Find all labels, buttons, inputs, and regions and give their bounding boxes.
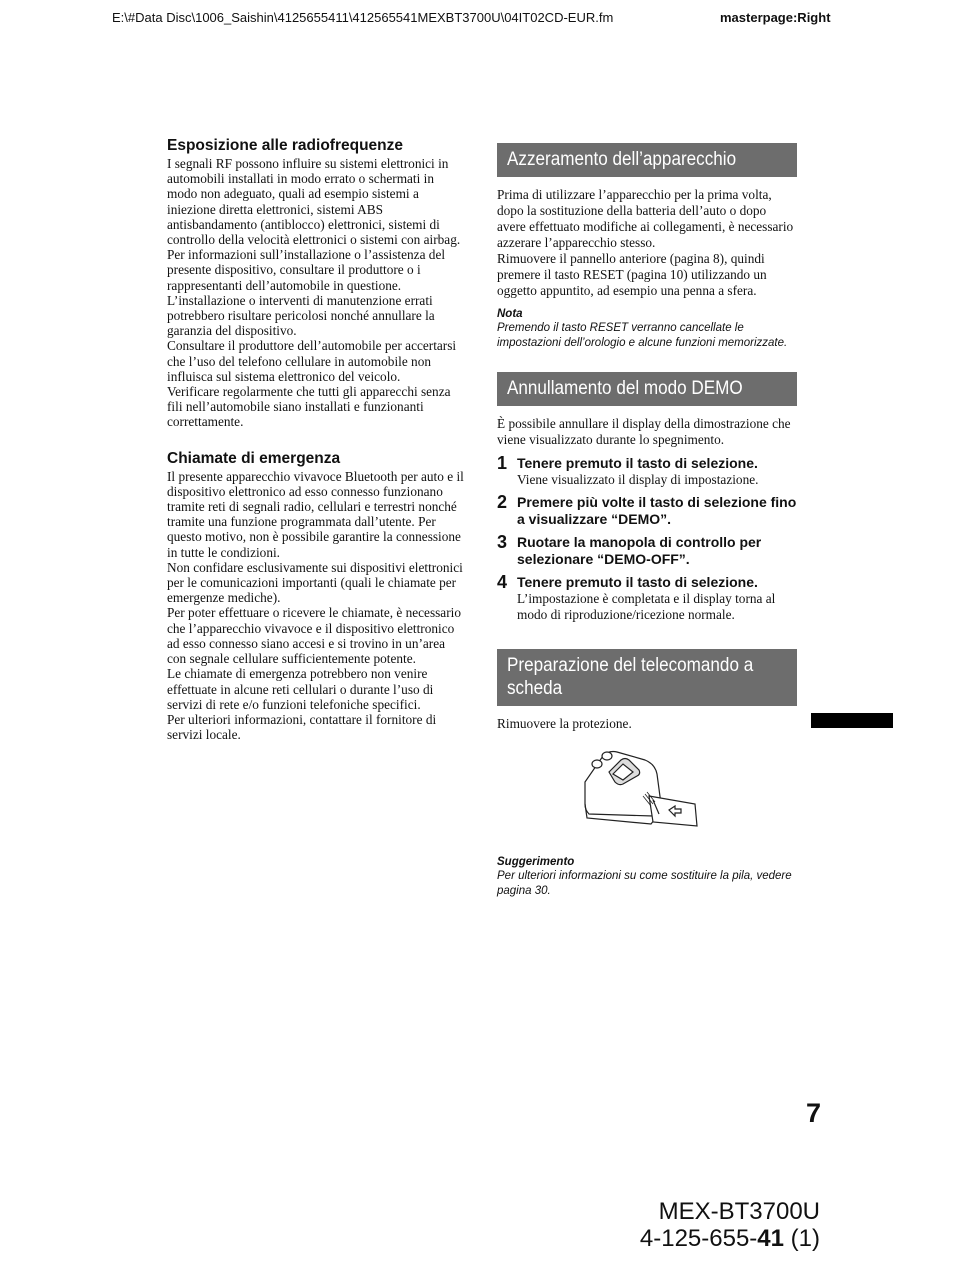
step-description: Viene visualizzato il display di impostazione. — [517, 472, 759, 487]
emergency-paragraph: Per poter effettuare o ricevere le chiamate, è necessario che l’apparecchio vivavoce e il dispositivo elettronico ad esso connesso siano accesi e si trovino in un’area con segnale cellulare sufficientemente potente. — [167, 605, 461, 667]
right-column — [497, 143, 797, 898]
note-body: Premendo il tasto RESET verranno cancellate le impostazioni dell’orologio e alcune funzioni memorizzate. — [497, 322, 788, 349]
step-title: Ruotare la manopola di controllo per selezionare “DEMO-OFF”. — [517, 534, 762, 567]
note-title: Nota — [497, 308, 523, 320]
emergency-paragraph: Per ulteriori informazioni, contattare il fornitore di servizi locale. — [167, 711, 437, 743]
card-remote-illustration — [583, 744, 713, 829]
emergency-title: Chiamate di emergenza — [167, 449, 341, 467]
section-heading-remote: Preparazione del telecomando a scheda — [497, 649, 797, 706]
model-info — [640, 1198, 820, 1252]
rf-paragraph: Verificare regolarmente che tutti gli apparecchi senza fili nell’automobile siano installati e funzionanti correttamente. — [167, 384, 451, 430]
demo-intro: È possibile annullare il display della dimostrazione che viene visualizzato durante lo spegnimento. — [497, 416, 791, 447]
step-title: Tenere premuto il tasto di selezione. — [517, 455, 758, 471]
remote-intro: Rimuovere la protezione. — [497, 716, 632, 731]
demo-step-3 — [497, 534, 797, 568]
section-tab-marker — [811, 713, 893, 728]
rf-paragraph: I segnali RF possono influire su sistemi elettronici in automobili installati in modo errato o schermati in modo non adeguato, quali ad esempio sistemi a iniezione diretta elettronici, sistemi ABS antisbandamento (antiblocco) elettronici, sistemi di controllo della velocità elettronici o sistemi con airbag. Per informazioni sull’installazione o l’assistenza del presente dispositivo, consultare il produttore o i rappresentanti dell’automobile in questione. L’installazione o interventi di manutenzione errati potrebbero risultare pericolosi nonché annullare la garanzia del dispositivo. — [167, 156, 461, 339]
left-column — [167, 137, 467, 742]
part-code: 4-125-655-41 (1) — [639, 1225, 820, 1252]
tip-body: Per ulteriori informazioni su come sostituire la pila, vedere pagina 30. — [497, 870, 792, 897]
model-name: MEX-BT3700U — [658, 1198, 820, 1225]
step-number: 2 — [497, 492, 508, 512]
section-heading-demo: Annullamento del modo DEMO — [497, 372, 797, 406]
step-title: Tenere premuto il tasto di selezione. — [517, 574, 758, 590]
reset-paragraph: Prima di utilizzare l’apparecchio per la prima volta, dopo la sostituzione della batteria dell’auto o dopo avere effettuato modifiche ai collegamenti, è necessario azzerare l’apparecchio stesso. — [497, 187, 794, 250]
rf-paragraph: Consultare il produttore dell’automobile per accertarsi che l’uso del telefono cellulare in automobile non influisca sul sistema elettronico del veicolo. — [167, 338, 457, 384]
demo-step-2 — [497, 494, 797, 528]
rf-title: Esposizione alle radiofrequenze — [167, 137, 404, 154]
emergency-paragraph: Non confidare esclusivamente sui dispositivi elettronici per le comunicazioni importanti (quali le chiamate per emergenze mediche). — [167, 559, 463, 606]
step-title: Premere più volte il tasto di selezione fino a visualizzare “DEMO”. — [517, 494, 797, 527]
emergency-paragraph: Le chiamate di emergenza potrebbero non venire effettuate in alcune reti cellulari o durante l’uso di servizi di rete e/o funzioni telefoniche specifici. — [167, 666, 434, 712]
tip-title: Suggerimento — [497, 856, 575, 868]
step-number: 4 — [497, 572, 508, 592]
step-number: 3 — [497, 532, 508, 552]
file-path: E:\#Data Disc\1006_Saishin\4125655411\412565541MEXBT3700U\04IT02CD-EUR.fm — [112, 10, 614, 25]
reset-paragraph: Rimuovere il pannello anteriore (pagina 8), quindi premere il tasto RESET (pagina 10) utilizzando un oggetto appuntito, ad esempio una penna a sfera. — [497, 251, 767, 298]
demo-step-4 — [497, 574, 797, 623]
masterpage-label: masterpage:Right — [720, 10, 831, 25]
page-number: 7 — [806, 1098, 822, 1128]
step-number: 1 — [497, 453, 508, 473]
section-heading-reset: Azzeramento dell’apparecchio — [497, 143, 797, 177]
demo-step-1 — [497, 455, 797, 488]
step-description: L’impostazione è completata e il display torna al modo di riproduzione/ricezione normale. — [517, 591, 776, 622]
emergency-paragraph: Il presente apparecchio vivavoce Bluetooth per auto e il dispositivo elettronico ad esso connesso funzionano tramite reti di segnali radio, cellulari e terrestri nonché tramite una funzione programmata dall’utente. Per questo motivo, non è possibile garantire la connessione in tutte le condizioni. — [167, 468, 464, 560]
